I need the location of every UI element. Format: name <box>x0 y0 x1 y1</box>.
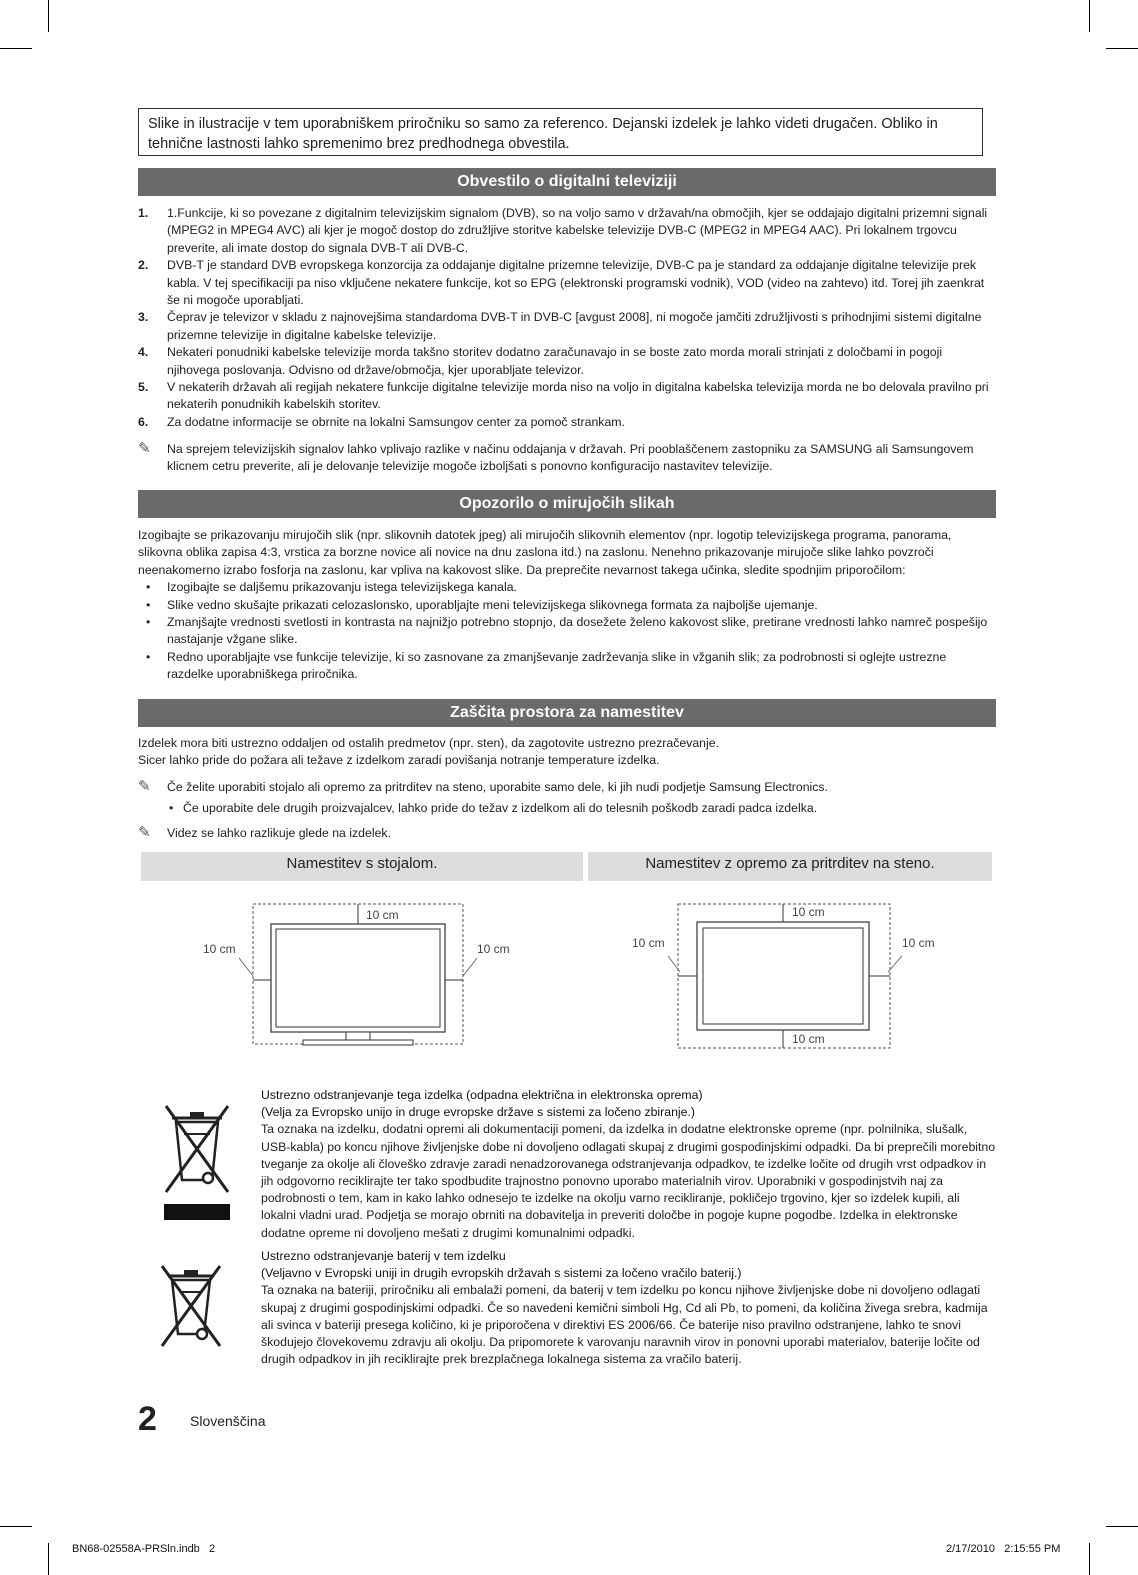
still-intro: Izogibajte se prikazovanju mirujočih slik (npr. slikovnih datotek jpeg) ali mirujočih slikovnih elementov (npr. logotip televizijskega programa, panorama, slikovna oblika zapisa 4:3, vrstica za borzne novice ali novice na dnu zaslona itd.) na zaslonu. Nenehno prikazovanje mirujoče slike lahko povzroči neenakomerno izrabo fosforja na zaslonu, kar vpliva na kakovost slike. Da preprečite nevarnost takega učinka, sledite spodnjim priporočilom: <box>138 528 952 577</box>
wall-install-diagram <box>660 898 950 1054</box>
list-item: 6. Za dodatne informacije se obrnite na lokalni Samsungov center za pomoč strankam. <box>138 414 625 429</box>
space-line2: Sicer lahko pride do požara ali težave z izdelkom zaradi povišanja notranje temperature izdelka. <box>138 753 660 767</box>
crop-mark <box>0 1526 32 1527</box>
list-item: • Izogibajte se daljšemu prikazovanju istega televizijskega kanala. <box>146 580 517 595</box>
weee-body: Ta oznaka na izdelku, dodatni opremi ali dokumentaciji pomeni, da izdelka in dodatne elektronske opreme (npr. polnilnika, slušalk, USB-kabla) po koncu njihove življenjske dobe ni dovoljeno odlagati skupaj z drugimi gospodinjskimi odpadki. Da bi preprečili morebitno tveganje za okolje ali človeško zdravje zaradi nenadzorovanega odstranjevanja odpadkov, te izdelke ločite od drugih vrst odpadkov in jih odgovorno reciklirajte ter tako spodbudite trajnostno ponovno uporabo materialnih virov. Uporabniki v gospodinjstvih naj za podrobnosti o tem, kam in kako lahko odnesejo te izdelke na okolju varno recikliranje, pokličejo trgovino, kjer so izdelek kupili, ali lokalni vladni urad. Podjetja se morajo obrniti na dobavitelja in preveriti določbe in pogoje kupne pogodbe. Izdelka in elektronske dodatne opreme ni dovoljeno mešati z drugimi komunalnimi odpadki. <box>261 1122 996 1240</box>
section-title-space: Zaščita prostora za namestitev <box>138 699 996 727</box>
space-line1: Izdelek mora biti ustrezno oddaljen od ostalih predmetov (npr. sten), da zagotovite ustrezno prezračevanje. <box>138 736 720 750</box>
weee-subtitle: (Velja za Evropsko unijo in druge evropske države s sistemi za ločeno zbiranje.) <box>261 1105 696 1120</box>
crop-mark <box>1089 0 1090 32</box>
list-item: • Redno uporabljajte vse funkcije televizije, ki so zasnovane za zmanjševanje zadrževanja slike in vžganih slik; za podrobnosti si oglejte ustrezne razdelke uporabniškega priročnika. <box>146 649 947 682</box>
list-item: 4. Nekateri ponudniki kabelske televizije morda takšno storitev dodatno zaračunavajo in se boste zato morda morali strinjati z določbami in pogoji njihovega poslovanja. Odvisno od države/območja, kjer uporabljate televizor. <box>138 345 943 377</box>
section-title-digital: Obvestilo o digitalni televiziji <box>138 168 996 196</box>
dim-label: 10 cm <box>792 1032 825 1046</box>
section-title-still: Opozorilo o mirujočih slikah <box>138 490 996 518</box>
crop-mark <box>0 48 32 49</box>
list-item: 3. Čeprav je televizor v skladu z najnovejšima standardoma DVB-T in DVB-C [avgust 2008], ni mogoče jamčiti združljivosti s prihodnjimi sistemi digitalne prizemne televizije in digitalne kabelske televizije. <box>138 310 982 342</box>
weee-block <box>261 1087 996 1242</box>
list-item: 2. DVB-T je standard DVB evropskega konzorcija za oddajanje digitalne prizemne televizije, DVB-C pa je standard za oddajanje digitalne televizije prek kabla. V tej specifikaciji pa niso vključene nekatere funkcije, kot so EPG (elektronski programski vodnik), VOD (video na zahtevo) itd. Torej jih zaenkrat še ni mogoče uporabljati. <box>138 258 985 308</box>
crossed-battery-bin-icon <box>158 1262 224 1348</box>
crop-mark <box>1089 1543 1090 1575</box>
list-item: • Zmanjšajte vrednosti svetlosti in kontrasta na najnižjo potrebno stopnjo, da dosežete želeno kakovost slike, pretirane vrednosti lahko namreč pospešijo nastajanje vžgane slike. <box>146 615 988 647</box>
crossed-bin-icon <box>162 1100 232 1224</box>
dim-label: 10 cm <box>792 905 825 919</box>
col-head-stand: Namestitev s stojalom. <box>141 852 583 881</box>
space-note1: ✎ Če želite uporabiti stojalo ali opremo za pritrditev na steno, uporabite samo dele, ki jih nudi podjetje Samsung Electronics. <box>138 778 828 795</box>
list-item: 1. 1.Funkcije, ki so povezane z digitalnim televizijskim signalom (DVB), so na voljo samo v državah/na območjih, kjer se oddajajo digitalni prizemni signali (MPEG2 in MPEG4 AVC) ali kjer je mogoč dostop do združljive storitve kabelske televizije DVB-C (MPEG2 in MPEG4 AAC). Pri lokalnem trgovcu preverite, ali imate dostop do signala DVB-T ali DVB-C. <box>138 206 988 255</box>
dim-label: 10 cm <box>477 942 510 956</box>
list-item: 5. V nekaterih državah ali regijah nekatere funkcije digitalne televizije morda niso na voljo in digitalna kabelska televizija morda ne bo delovala pravilno pri nekaterih ponudnikih kabelskih storitev. <box>138 380 989 412</box>
intro-notice: Slike in ilustracije v tem uporabniškem priročniku so samo za referenco. Dejanski izdelek je lahko videti drugačen. Obliko in tehnične lastnosti lahko spremenimo brez predhodnega obvestila. <box>138 108 983 156</box>
battery-body: Ta oznaka na bateriji, priročniku ali embalaži pomeni, da baterij v tem izdelku po koncu njihove življenjske dobe ni dovoljeno odlagati skupaj z drugimi gospodinjskimi odpadki. Če so navedeni kemični simboli Hg, Cd ali Pb, to pomeni, da količina živega srebra, kadmija ali svinca v bateriji presega količino, ki je priporočena v direktivi ES 2006/66. Če baterije niso pravilno odstranjene, lahko te snovi škodujejo človekovemu zdravju ali okolju. Da pripomorete k varovanju naravnih virov in ponovni uporabi materialov, baterije ločite od drugih odpadkov in jih reciklirajte prek brezplačnega lokalnega sistema za vračilo baterij. <box>261 1283 988 1367</box>
crop-mark <box>1106 48 1138 49</box>
stand-install-diagram <box>195 898 525 1050</box>
page-language: Slovenščina <box>190 1413 266 1429</box>
weee-title: Ustrezno odstranjevanje tega izdelka (odpadna električna in elektronska oprema) <box>261 1088 703 1102</box>
battery-subtitle: (Veljavno v Evropski uniji in drugih evropskih državah s sistemi za ločeno vračilo baterij.) <box>261 1266 742 1281</box>
digital-list <box>138 205 996 431</box>
col-head-wall: Namestitev z opremo za pritrditev na steno. <box>588 852 992 881</box>
dim-label: 10 cm <box>902 936 935 950</box>
battery-block <box>261 1248 996 1368</box>
dim-label: 10 cm <box>366 908 399 922</box>
space-note1-bullet: • Če uporabite dele drugih proizvajalcev, lahko pride do težav z izdelkom ali do telesnih poškodb zaradi padca izdelka. <box>169 801 818 815</box>
page-number: 2 <box>138 1400 157 1438</box>
digital-note: ✎ Na sprejem televizijskih signalov lahko vplivajo razlike v načinu oddajanja v državah. Pri pooblaščenem zastopniku za SAMSUNG ali Samsungovem klicnem cetru preverite, ali je delovanje televizije mogoče izboljšati s ponovno konfiguracijo nastavitev televizije. <box>138 440 974 474</box>
crop-mark <box>1106 1526 1138 1527</box>
file-slug: BN68-02558A-PRSln.indb 2 <box>72 1543 216 1555</box>
dim-label: 10 cm <box>203 942 236 956</box>
list-item: • Slike vedno skušajte prikazati celozaslonsko, uporabljajte meni televizijskega slikovnega formata za najboljše ujemanje. <box>146 597 818 612</box>
pencil-icon: ✎ <box>138 778 151 795</box>
pencil-icon: ✎ <box>138 824 151 841</box>
still-section-body <box>138 527 996 684</box>
dim-label: 10 cm <box>632 936 665 950</box>
space-note2: ✎ Videz se lahko razlikuje glede na izdelek. <box>138 824 391 841</box>
pencil-icon: ✎ <box>138 440 151 457</box>
crop-mark <box>48 1543 49 1575</box>
date-slug: 2/17/2010 2:15:55 PM <box>946 1543 1061 1555</box>
battery-title: Ustrezno odstranjevanje baterij v tem izdelku <box>261 1249 506 1263</box>
crop-mark <box>48 0 49 32</box>
